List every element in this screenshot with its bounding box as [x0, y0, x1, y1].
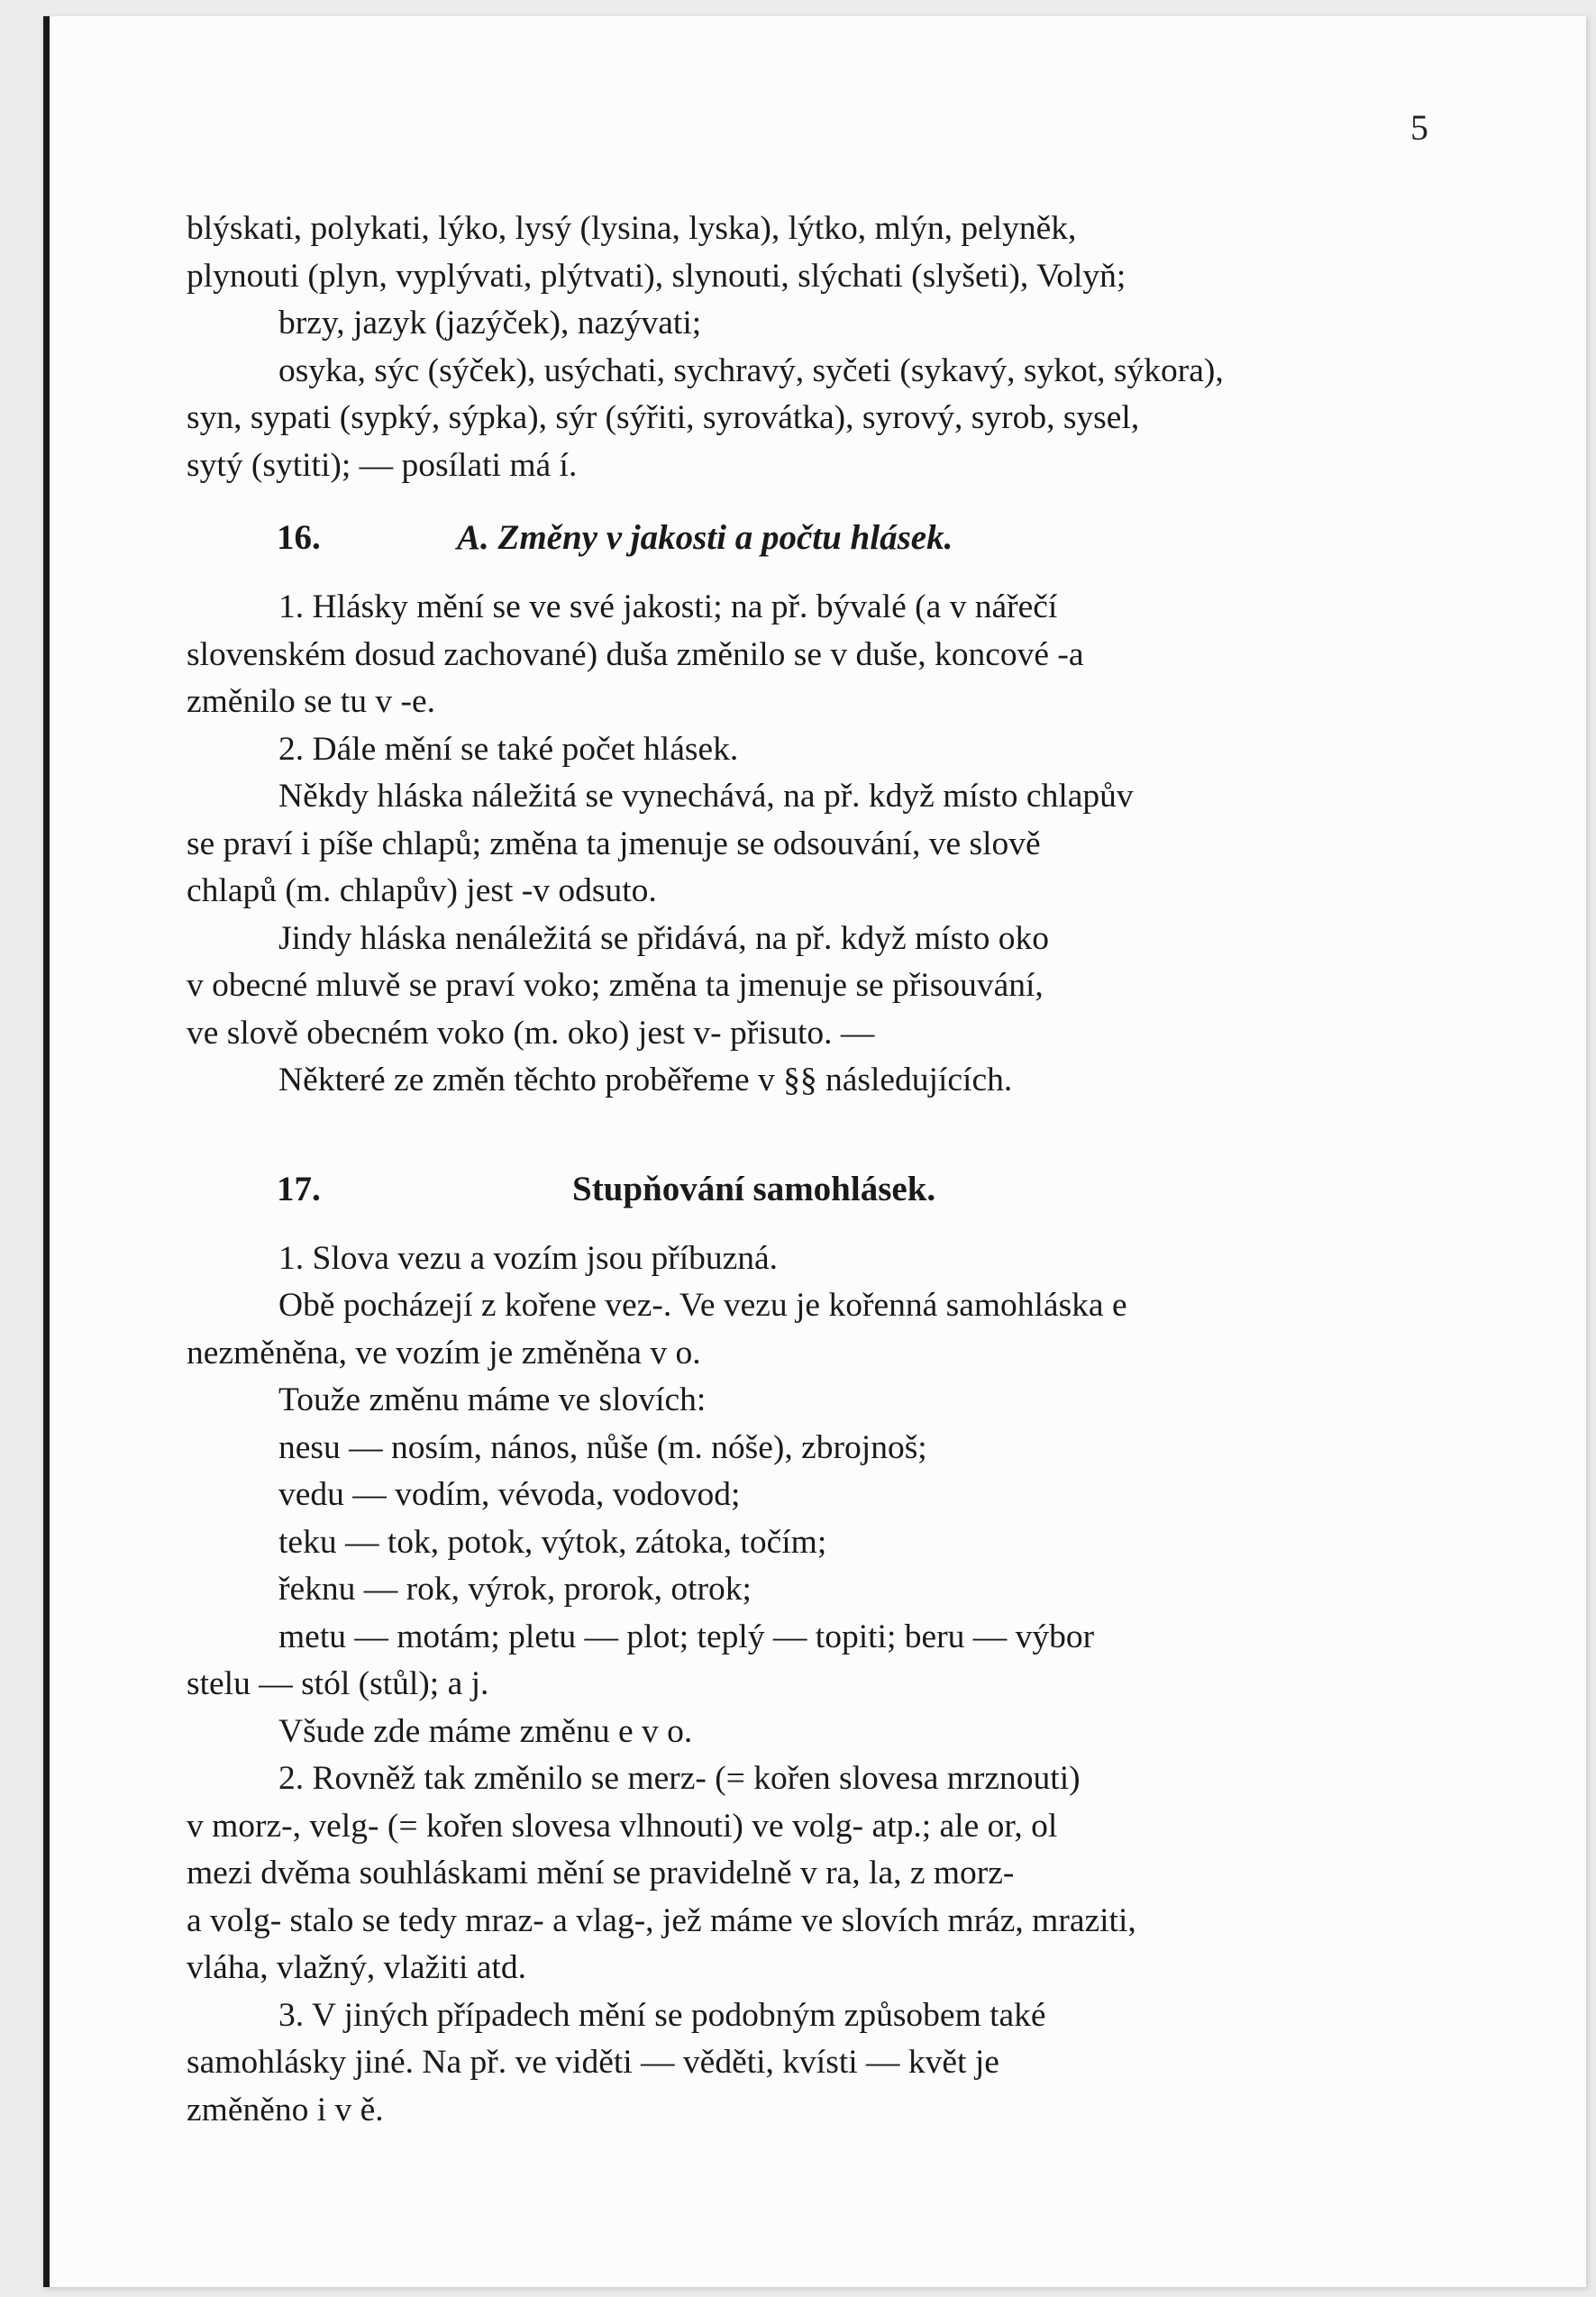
text-line: teku — tok, potok, výtok, zátoka, točím; — [278, 1523, 827, 1561]
text-line: Jindy hláska nenáležitá se přidává, na př. když místo oko — [278, 919, 1049, 957]
text-line: blýskati, polykati, lýko, lysý (lysina, lyska), lýtko, mlýn, pelyněk, — [187, 210, 1077, 247]
text-line: samohlásky jiné. Na př. ve viděti — věděti, kvísti — květ je — [187, 2044, 999, 2081]
book-page — [43, 16, 1586, 2287]
text-line: sytý (sytiti); — posílati má í. — [187, 446, 578, 484]
intro-paragraph — [187, 205, 1471, 489]
text-line: změnilo se tu v -e. — [187, 683, 435, 720]
text-line: metu — motám; pletu — plot; teplý — topiti; beru — výbor — [278, 1618, 1095, 1655]
text-line: chlapů (m. chlapův) jest -v odsuto. — [187, 872, 657, 909]
page-text — [187, 205, 1471, 2134]
text-line: nezměněna, ve vozím je změněna v o. — [187, 1334, 701, 1372]
text-line: Obě pocházejí z kořene vez-. Ve vezu je kořenná samohláska e — [278, 1287, 1127, 1324]
text-line: plynouti (plyn, vyplývati, plýtvati), slynouti, slýchati (slyšeti), Volyň; — [187, 257, 1126, 295]
text-line: v obecné mluvě se praví voko; změna ta jmenuje se přisouvání, — [187, 967, 1044, 1004]
text-line: 2. Rovněž tak změnilo se merz- (= kořen slovesa mrznouti) — [278, 1760, 1081, 1797]
text-line: stelu — stól (stůl); a j. — [187, 1665, 489, 1702]
text-line: řeknu — rok, výrok, prorok, otrok; — [278, 1571, 752, 1608]
section-number: 17. — [277, 1169, 321, 1208]
text-line: se praví i píše chlapů; změna ta jmenuje se odsouvání, ve slově — [187, 825, 1041, 862]
spacer — [187, 1105, 1471, 1141]
text-line: Někdy hláska náležitá se vynechává, na př. když místo chlapův — [278, 778, 1134, 815]
text-line: změněno i v ě. — [187, 2091, 384, 2128]
text-line: Všude zde máme změnu e v o. — [278, 1712, 693, 1750]
text-line: 2. Dále mění se také počet hlásek. — [278, 730, 739, 768]
section-17-body — [187, 1235, 1471, 2135]
section-16-heading — [187, 515, 1471, 561]
text-line: vedu — vodím, vévoda, vodovod; — [278, 1476, 741, 1513]
text-line: brzy, jazyk (jazýček), nazývati; — [278, 305, 702, 342]
text-line: osyka, sýc (sýček), usýchati, sychravý, syčeti (sykavý, sykot, sýkora), — [278, 351, 1224, 389]
text-line: v morz-, velg- (= kořen slovesa vlhnouti) ve volg- atp.; ale or, ol — [187, 1807, 1058, 1845]
text-line: 1. Hlásky mění se ve své jakosti; na př. bývalé (a v nářečí — [278, 588, 1058, 625]
section-title: A. Změny v jakosti a počtu hlásek. — [457, 518, 953, 557]
section-number: 16. — [277, 518, 321, 557]
text-line: Touže změnu máme ve slovích: — [278, 1381, 707, 1418]
page-number: 5 — [1410, 107, 1428, 148]
section-16-body — [187, 584, 1471, 1105]
text-line: Některé ze změn těchto proběřeme v §§ následujících. — [278, 1062, 1013, 1098]
text-line: vláha, vlažný, vlažiti atd. — [187, 1949, 526, 1986]
section-title: Stupňování samohlásek. — [572, 1169, 936, 1208]
text-line: a volg- stalo se tedy mraz- a vlag-, jež máme ve slovích mráz, mraziti, — [187, 1901, 1136, 1939]
text-line: 1. Slova vezu a vozím jsou příbuzná. — [278, 1239, 779, 1277]
text-line: mezi dvěma souhláskami mění se pravidelně v ra, la, z morz- — [187, 1855, 1015, 1891]
text-line: nesu — nosím, nános, nůše (m. nóše), zbrojnoš; — [278, 1428, 927, 1466]
text-line: syn, sypati (sypký, sýpka), sýr (sýřiti, syrovátka), syrový, syrob, sysel, — [187, 399, 1140, 436]
text-line: 3. V jiných případech mění se podobným způsobem také — [278, 1996, 1046, 2034]
section-17-heading — [187, 1166, 1471, 1213]
text-line: ve slově obecném voko (m. oko) jest v- přisuto. — — [187, 1014, 875, 1052]
text-line: slovenském dosud zachované) duša změnilo se v duše, koncové -a — [187, 635, 1084, 673]
